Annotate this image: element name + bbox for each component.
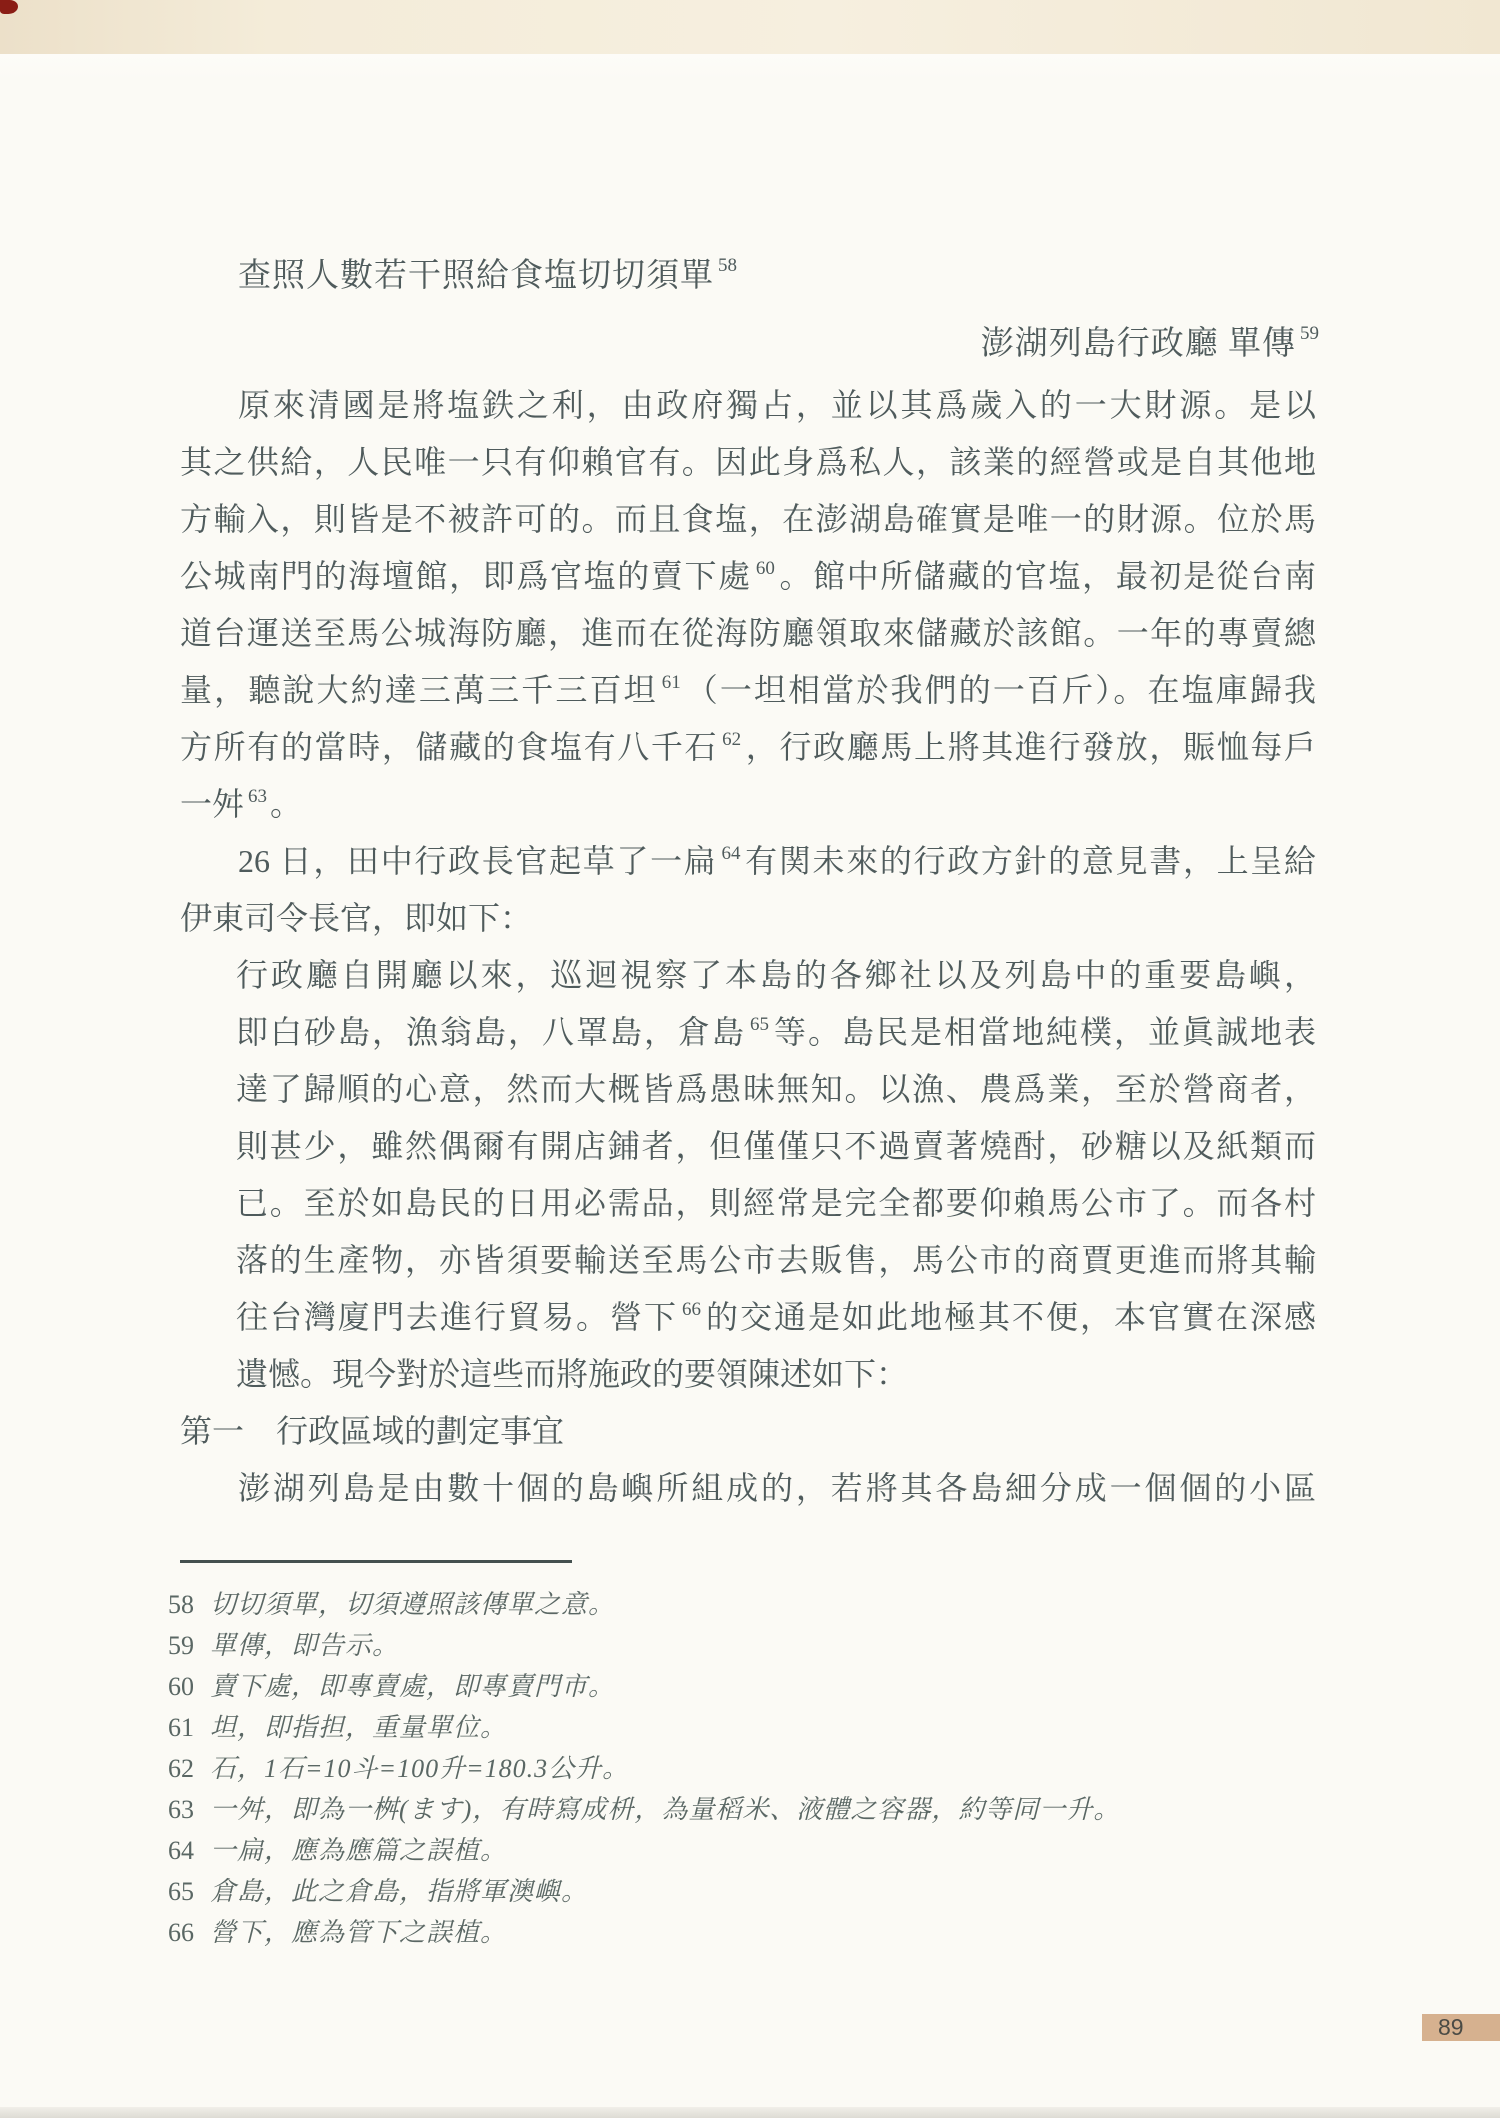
footnote-number: 61 [168,1713,194,1742]
attribution-text: 澎湖列島行政廳 單傳 [980,326,1296,362]
body-line [180,947,1316,1004]
scan-bottom-edge [0,2107,1500,2118]
footnote-separator [180,1560,572,1563]
text-run: ，行政廳馬上將其進行發放，賑恤每戶 [744,729,1316,765]
footnote-number: 66 [168,1918,194,1947]
text-run: 26 日，田中行政長官起草了一扁 [238,843,718,879]
text-run: 方所有的當時，儲藏的食塩有八千石 [180,729,719,765]
footnote-text: 石，1石=10斗=100升=180.3公升。 [210,1754,630,1783]
scan-top-edge-fade [0,54,1500,80]
text-run: 第一 行政區域的劃定事宜 [180,1413,565,1449]
text-run: 。館中所儲藏的官塩，最初是從台南 [777,558,1316,594]
footnote-item [168,1625,1328,1666]
body-line [180,1175,1316,1232]
footnote-ref: 59 [1300,323,1319,344]
text-run: 道台運送至馬公城海防廳，進而在從海防廳領取來儲藏於該館。一年的專賣總 [180,615,1316,651]
footnote-list [168,1584,1328,1953]
footnote-item [168,1871,1328,1912]
body-line [180,377,1316,434]
footnote-item [168,1584,1328,1625]
body-line [180,434,1316,491]
body-line [180,1346,1316,1403]
footnote-ref: 65 [750,1014,769,1035]
attribution-line [180,320,1322,368]
footnote-text: 賣下處，即專賣處，即專賣門市。 [210,1672,616,1701]
body-line [180,719,1316,776]
footnote-item [168,1912,1328,1953]
text-run: 行政廳自開廳以來，巡迴視察了本島的各鄉社以及列島中的重要島嶼， [236,957,1316,993]
footnote-ref: 64 [721,843,741,864]
text-run: 量，聽說大約達三萬三千三百坦 [180,672,658,708]
footnote-ref: 63 [248,786,268,807]
text-run: 的交通是如此地極其不便，本官實在深感 [704,1299,1316,1335]
footnote-item [168,1830,1328,1871]
footnote-text: 一舛，即為一桝(ます)，有時寫成枡，為量稻米、液體之容器，約等同一升。 [210,1795,1121,1824]
body-line [180,1460,1316,1517]
body-text [180,377,1316,1517]
text-run: 原來清國是將塩鉄之利，由政府獨占，並以其爲歲入的一大財源。是以 [238,387,1316,423]
page-number-badge [1422,2014,1500,2041]
text-run: 落的生產物，亦皆須要輸送至馬公市去販售，馬公市的商賈更進而將其輸 [236,1242,1316,1278]
body-line [180,1061,1316,1118]
text-run: 等。島民是相當地純樸，並眞誠地表 [772,1014,1316,1050]
body-line [180,1004,1316,1061]
footnote-item [168,1789,1328,1830]
section-heading-line [180,252,1316,300]
footnote-number: 60 [168,1672,194,1701]
text-run: 伊東司令長官，即如下： [180,900,533,936]
text-run: 則甚少，雖然偶爾有開店鋪者，但僅僅只不過賣著燒酎，砂糖以及紙類而 [236,1128,1316,1164]
body-line [180,776,1316,833]
footnote-number: 62 [168,1754,194,1783]
footnote-text: 坦，即指担，重量單位。 [210,1713,508,1742]
text-run: 其之供給，人民唯一只有仰賴官有。因此身爲私人，該業的經營或是自其他地 [180,444,1316,480]
text-run: 。 [270,786,303,822]
body-line [180,1118,1316,1175]
footnote-item [168,1707,1328,1748]
footnote-ref: 58 [718,255,737,276]
body-line [180,890,1316,947]
footnote-ref: 66 [682,1299,701,1320]
page-number: 89 [1438,2014,1464,2040]
text-run: 方輸入，則皆是不被許可的。而且食塩，在澎湖島確實是唯一的財源。位於馬 [180,501,1316,537]
body-line [180,1403,1316,1460]
text-run: 往台灣廈門去進行貿易。營下 [236,1299,678,1335]
footnote-ref: 62 [722,729,742,750]
text-run: （一坦相當於我們的一百斤）。在塩庫歸我 [683,672,1316,708]
footnote-ref: 60 [755,558,775,579]
footnote-item [168,1748,1328,1789]
footnote-text: 單傳，即告示。 [210,1631,400,1660]
scan-top-edge [0,0,1500,54]
text-run: 即白砂島，漁翁島，八罩島，倉島 [236,1014,746,1050]
body-line [180,605,1316,662]
footnote-text: 切切須單，切須遵照該傳單之意。 [210,1590,616,1619]
text-run: 公城南門的海壇館，即爲官塩的賣下處 [180,558,752,594]
footnote-text: 倉島，此之倉島，指將軍澳嶼。 [210,1877,589,1906]
text-run: 澎湖列島是由數十個的島嶼所組成的，若將其各島細分成一個個的小區 [238,1470,1316,1506]
footnote-number: 58 [168,1590,194,1619]
body-line [180,833,1316,890]
text-run: 一舛 [180,786,245,822]
footnote-number: 63 [168,1795,194,1824]
body-line [180,1289,1316,1346]
footnote-number: 64 [168,1836,194,1865]
text-run: 遺憾。現今對於這些而將施政的要領陳述如下： [236,1356,909,1392]
text-run: 已。至於如島民的日用必需品，則經常是完全都要仰賴馬公市了。而各村 [236,1185,1316,1221]
body-line [180,491,1316,548]
footnote-number: 65 [168,1877,194,1906]
body-line [180,662,1316,719]
footnote-number: 59 [168,1631,194,1660]
body-line [180,548,1316,605]
text-run: 達了歸順的心意，然而大概皆爲愚昧無知。以漁、農爲業，至於營商者， [236,1071,1316,1107]
footnote-text: 營下，應為管下之誤植。 [210,1918,508,1947]
body-line [180,1232,1316,1289]
heading-text: 查照人數若干照給食塩切切須單 [238,258,714,294]
text-run: 有関未來的行政方針的意見書，上呈給 [743,843,1316,879]
footnote-item [168,1666,1328,1707]
footnote-ref: 61 [661,672,681,693]
footnote-text: 一扁，應為應篇之誤植。 [210,1836,508,1865]
